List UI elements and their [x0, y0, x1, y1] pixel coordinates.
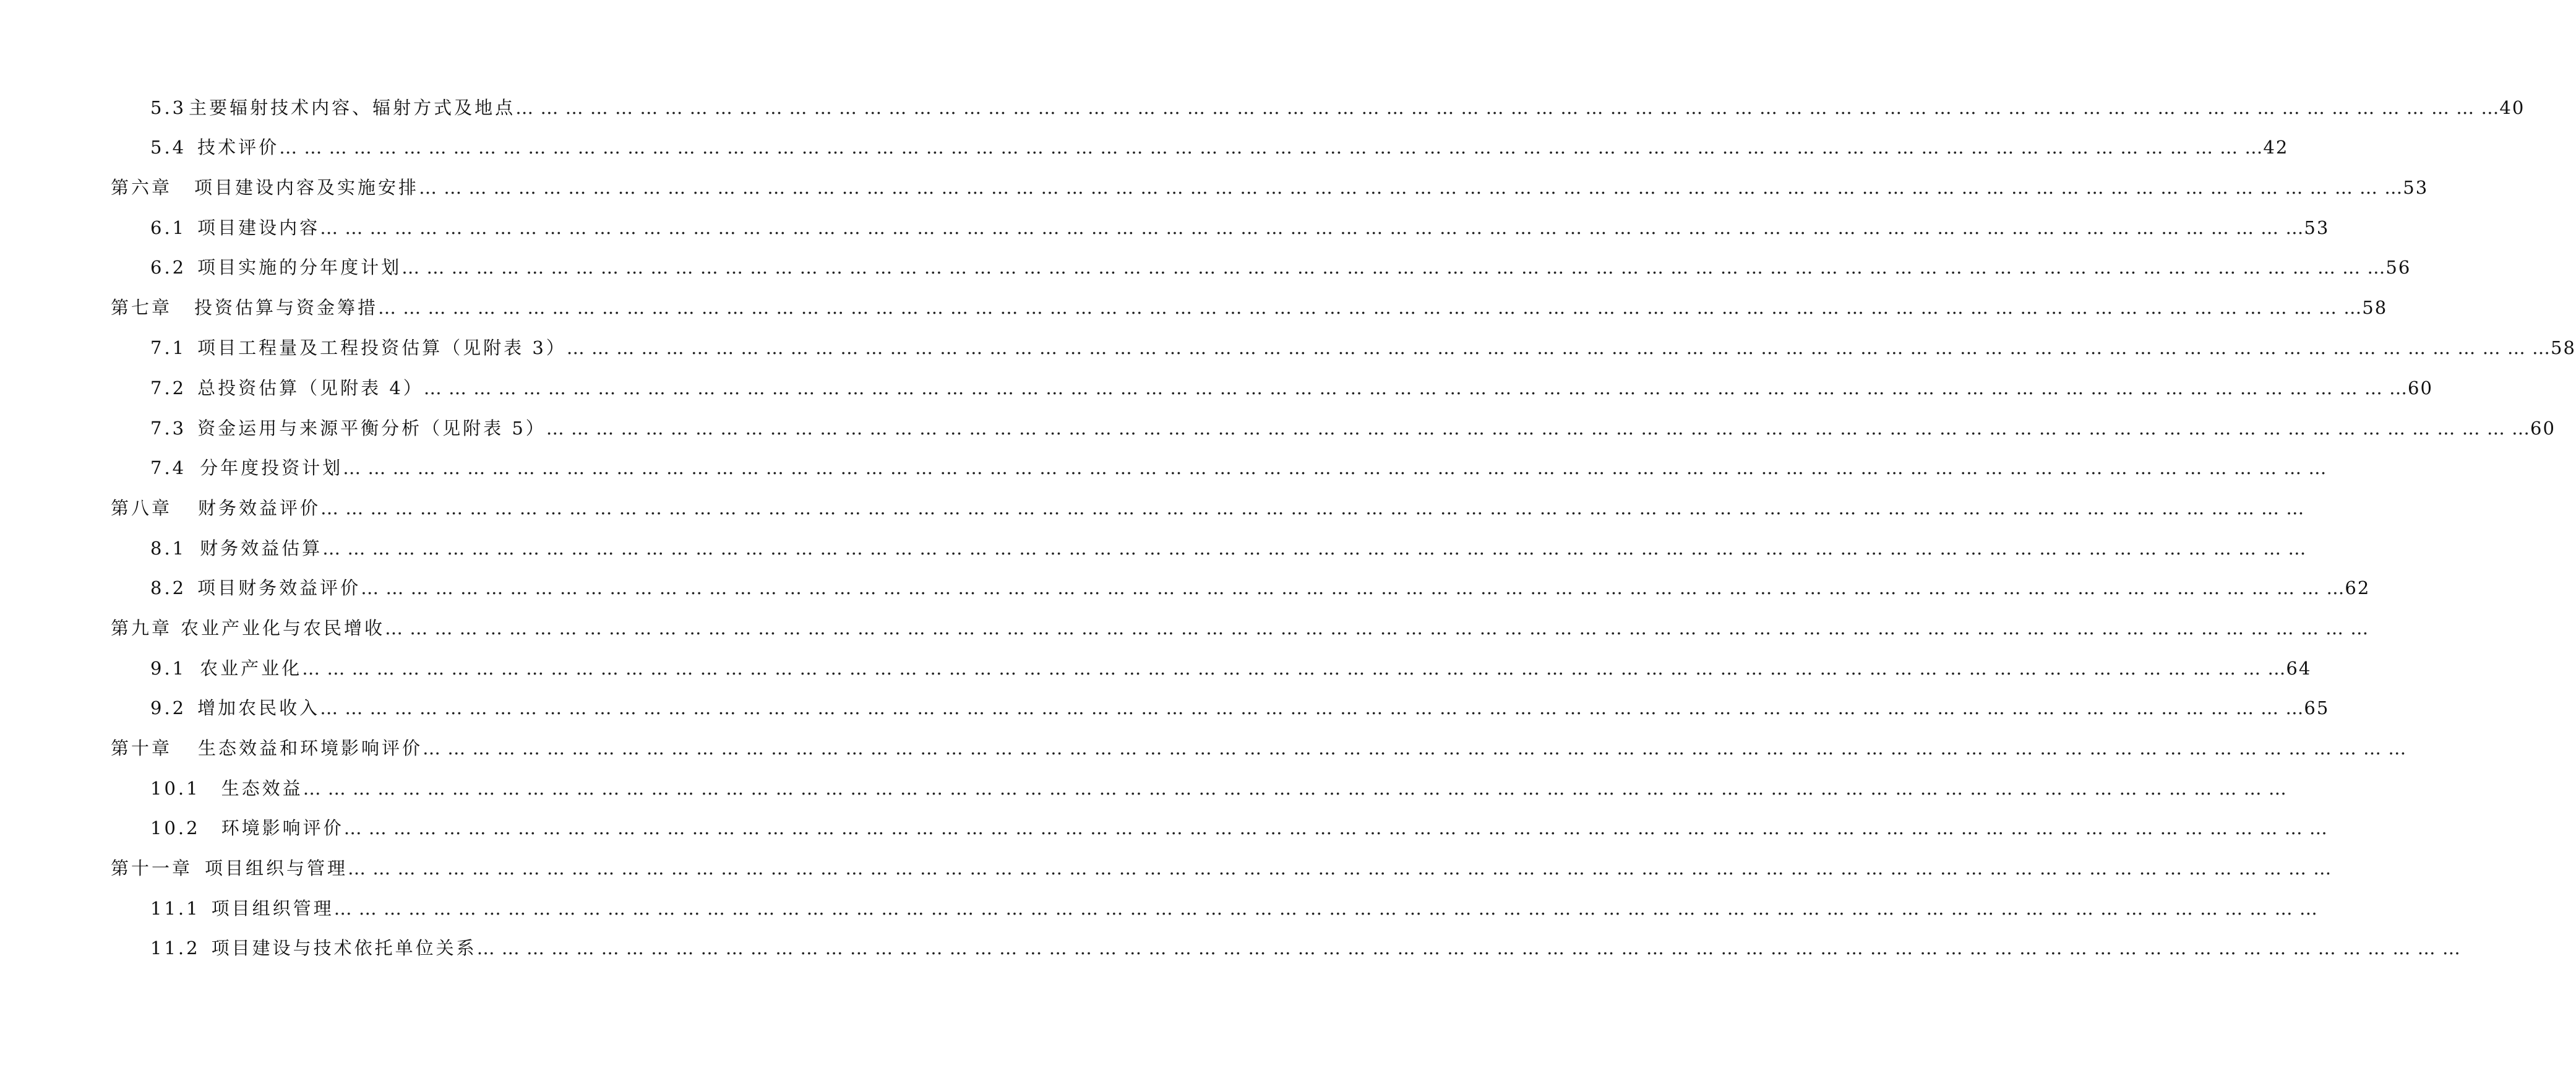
toc-entry[interactable] — [150, 694, 2330, 722]
toc-entry[interactable] — [150, 895, 2318, 922]
toc-entry-number: 7.1 — [150, 337, 187, 358]
toc-entry[interactable] — [150, 334, 2576, 361]
toc-entry-page-number: 58 — [2551, 337, 2576, 358]
toc-entry-leader-dots: … … … … … … … … … … … … … … … … … … … … … … … … … … … … … … … … … … … … … … … … … … … … … … … … … … … … … … … … … … … … … … … … … … … … … … … … … … … … … … … … — [378, 297, 2363, 318]
toc-entry-leader-dots: … … … … … … … … … … … … … … … … … … … … … … … … … … … … … … … … … … … … … … … … … … … … … … … … … … … … … … … … … … … … … … … … … … … … … … … … … … … … … … … … — [302, 658, 2286, 679]
toc-entry-page-number: 65 — [2304, 697, 2330, 718]
toc-entry-number: 11.1 — [150, 898, 200, 919]
toc-entry-title: 项目实施的分年度计划 — [197, 257, 402, 278]
toc-entry-leader-dots: … … … … … … … … … … … … … … … … … … … … … … … … … … … … … … … … … … … … … … … … … … … … … … … … … … … … … … … … … … … … … … … … … … … … … … … … … … … … … … … … — [419, 177, 2403, 198]
toc-entry-number: 10.1 — [150, 778, 200, 799]
toc-entry[interactable] — [150, 94, 2525, 121]
toc-entry-leader-dots: … … … … … … … … … … … … … … … … … … … … … … … … … … … … … … … … … … … … … … … … … … … … … … … … … … … … … … … … … … … … … … … … … … … … … … … … … … … … … … … … — [333, 898, 2318, 919]
toc-entry-title: 资金运用与来源平衡分析（见附表 5） — [197, 418, 546, 439]
toc-entry[interactable] — [150, 655, 2312, 682]
toc-entry-page-number: 64 — [2286, 658, 2312, 679]
toc-entry-title: 投资估算与资金筹措 — [194, 297, 379, 318]
toc-entry-title: 增加农民收入 — [197, 697, 320, 718]
toc-entry-title: 项目建设内容 — [197, 217, 320, 238]
toc-entry-page-number: 60 — [2530, 418, 2556, 439]
toc-entry-page-number: 58 — [2362, 297, 2388, 318]
toc-entry-title: 项目建设内容及实施安排 — [194, 177, 419, 198]
toc-entry[interactable] — [111, 294, 2388, 321]
toc-entry-leader-dots: … … … … … … … … … … … … … … … … … … … … … … … … … … … … … … … … … … … … … … … … … … … … … … … … … … … … … … … … … … … … … … … … … … … … … … … … … … … … … … … … — [423, 377, 2408, 399]
toc-entry-title: 农业产业化 — [200, 658, 303, 679]
toc-entry-number: 7.3 — [150, 418, 187, 439]
toc-entry-number: 第十一章 — [111, 858, 193, 879]
toc-entry[interactable] — [150, 454, 2327, 481]
toc-entry-title: 生态效益 — [221, 778, 303, 799]
toc-entry[interactable] — [150, 374, 2433, 402]
toc-entry-title: 财务效益评价 — [198, 498, 321, 519]
toc-entry-leader-dots: … … … … … … … … … … … … … … … … … … … … … … … … … … … … … … … … … … … … … … … … … … … … … … … … … … … … … … … … … … … … … … … … … … … … … … … … … … … … … … … … — [546, 418, 2531, 439]
toc-entry[interactable] — [150, 535, 2307, 562]
toc-entry-number: 11.2 — [150, 937, 200, 959]
toc-entry-leader-dots: … … … … … … … … … … … … … … … … … … … … … … … … … … … … … … … … … … … … … … … … … … … … … … … … … … … … … … … … … … … … … … … … … … … … … … … … … … … … … … … … — [343, 817, 2328, 838]
toc-entry-title: 项目财务效益评价 — [197, 577, 361, 598]
toc-entry-title: 分年度投资计划 — [200, 457, 343, 478]
toc-entry[interactable] — [150, 574, 2371, 601]
toc-entry-number: 8.2 — [150, 577, 187, 598]
toc-entry-title: 项目组织管理 — [211, 898, 334, 919]
toc-entry-leader-dots: … … … … … … … … … … … … … … … … … … … … … … … … … … … … … … … … … … … … … … … … … … … … … … … … … … … … … … … … … … … … … … … … … … … … … … … … … … … … … … … … — [303, 778, 2287, 799]
toc-entry[interactable] — [111, 855, 2332, 882]
toc-entry-page-number: 53 — [2403, 177, 2429, 198]
toc-entry-leader-dots: … … … … … … … … … … … … … … … … … … … … … … … … … … … … … … … … … … … … … … … … … … … … … … … … … … … … … … … … … … … … … … … … … … … … … … … … … … … … … … … … — [423, 738, 2407, 759]
toc-entry-title: 环境影响评价 — [221, 817, 344, 838]
toc-entry-leader-dots: … … … … … … … … … … … … … … … … … … … … … … … … … … … … … … … … … … … … … … … … … … … … … … … … … … … … … … … … … … … … … … … … … … … … … … … … … … … … … … … … — [476, 937, 2461, 959]
toc-entry[interactable] — [150, 134, 2289, 161]
toc-entry-title: 项目建设与技术依托单位关系 — [211, 937, 477, 959]
toc-entry-leader-dots: … … … … … … … … … … … … … … … … … … … … … … … … … … … … … … … … … … … … … … … … … … … … … … … … … … … … … … … … … … … … … … … … … … … … … … … … … … … … … … … … — [401, 257, 2386, 278]
toc-entry-leader-dots: … … … … … … … … … … … … … … … … … … … … … … … … … … … … … … … … … … … … … … … … … … … … … … … … … … … … … … … … … … … … … … … … … … … … … … … … … … … … … … … … — [348, 858, 2332, 879]
toc-entry-page-number: 62 — [2345, 577, 2371, 598]
toc-entry-title: 总投资估算（见附表 4） — [197, 377, 424, 399]
toc-entry-leader-dots: … … … … … … … … … … … … … … … … … … … … … … … … … … … … … … … … … … … … … … … … … … … … … … … … … … … … … … … … … … … … … … … … … … … … … … … … … … … … … … … … — [343, 457, 2327, 478]
toc-entry-number: 第六章 — [111, 177, 173, 198]
toc-entry-leader-dots: … … … … … … … … … … … … … … … … … … … … … … … … … … … … … … … … … … … … … … … … … … … … … … … … … … … … … … … … … … … … … … … … … … … … … … … … … … … … … … … … — [385, 618, 2369, 639]
toc-entry-number: 6.1 — [150, 217, 187, 238]
toc-entry-page-number: 60 — [2408, 377, 2433, 399]
toc-entry-number: 9.1 — [150, 658, 187, 679]
toc-entry[interactable] — [150, 214, 2330, 241]
toc-entry-leader-dots: … … … … … … … … … … … … … … … … … … … … … … … … … … … … … … … … … … … … … … … … … … … … … … … … … … … … … … … … … … … … … … … … … … … … … … … … … … … … … … … … — [320, 498, 2305, 519]
toc-entry[interactable] — [111, 174, 2429, 201]
toc-entry-title: 项目工程量及工程投资估算（见附表 3） — [197, 337, 567, 358]
toc-entry-leader-dots: … … … … … … … … … … … … … … … … … … … … … … … … … … … … … … … … … … … … … … … … … … … … … … … … … … … … … … … … … … … … … … … … … … … … … … … … … … … … … … … … — [322, 538, 2307, 559]
toc-entry-page-number: 56 — [2385, 257, 2411, 278]
toc-entry-title: 财务效益估算 — [200, 538, 323, 559]
toc-entry-number: 5.4 — [150, 137, 187, 158]
toc-entry-leader-dots: … … … … … … … … … … … … … … … … … … … … … … … … … … … … … … … … … … … … … … … … … … … … … … … … … … … … … … … … … … … … … … … … … … … … … … … … … … … … … … … … — [279, 137, 2264, 158]
toc-entry-title: 农业产业化与农民增收 — [181, 618, 385, 639]
toc-entry-number: 7.2 — [150, 377, 187, 399]
toc-entry-title: 技术评价 — [197, 137, 280, 158]
toc-entry-number: 6.2 — [150, 257, 187, 278]
toc-entry-page-number: 40 — [2499, 97, 2525, 118]
toc-entry[interactable] — [150, 415, 2556, 442]
toc-entry-leader-dots: … … … … … … … … … … … … … … … … … … … … … … … … … … … … … … … … … … … … … … … … … … … … … … … … … … … … … … … … … … … … … … … … … … … … … … … … … … … … … … … … — [566, 337, 2551, 358]
toc-entry-title: 项目组织与管理 — [205, 858, 348, 879]
toc-entry-number: 5.3 — [150, 97, 187, 118]
toc-entry[interactable] — [150, 814, 2328, 842]
toc-entry-leader-dots: … … … … … … … … … … … … … … … … … … … … … … … … … … … … … … … … … … … … … … … … … … … … … … … … … … … … … … … … … … … … … … … … … … … … … … … … … … … … … … … … — [320, 217, 2304, 238]
toc-entry-title: 主要辐射技术内容、辐射方式及地点 — [189, 97, 516, 118]
toc-entry[interactable] — [111, 735, 2407, 762]
toc-entry-page-number: 53 — [2304, 217, 2330, 238]
toc-entry[interactable] — [111, 614, 2369, 642]
toc-entry-number: 第十章 — [111, 738, 173, 759]
toc-entry-page-number: 42 — [2263, 137, 2289, 158]
toc-entry[interactable] — [150, 254, 2411, 281]
toc-entry-number: 8.1 — [150, 538, 187, 559]
toc-entry-number: 第九章 — [111, 618, 173, 639]
toc-entry-number: 9.2 — [150, 697, 187, 718]
toc-entry[interactable] — [111, 494, 2305, 522]
toc-entry-number: 第七章 — [111, 297, 173, 318]
toc-entry-title: 生态效益和环境影响评价 — [198, 738, 423, 759]
toc-entry-number: 10.2 — [150, 817, 200, 838]
toc-entry[interactable] — [150, 934, 2461, 962]
toc-entry-number: 第八章 — [111, 498, 173, 519]
toc-entry-leader-dots: … … … … … … … … … … … … … … … … … … … … … … … … … … … … … … … … … … … … … … … … … … … … … … … … … … … … … … … … … … … … … … … … … … … … … … … … … … … … … … … … — [361, 577, 2345, 598]
toc-entry-leader-dots: … … … … … … … … … … … … … … … … … … … … … … … … … … … … … … … … … … … … … … … … … … … … … … … … … … … … … … … … … … … … … … … … … … … … … … … … … … … … … … … … — [320, 697, 2304, 718]
toc-entry-number: 7.4 — [150, 457, 187, 478]
toc-entry-leader-dots: … … … … … … … … … … … … … … … … … … … … … … … … … … … … … … … … … … … … … … … … … … … … … … … … … … … … … … … … … … … … … … … … … … … … … … … … … … … … … … … … — [515, 97, 2500, 118]
toc-entry[interactable] — [150, 775, 2287, 802]
